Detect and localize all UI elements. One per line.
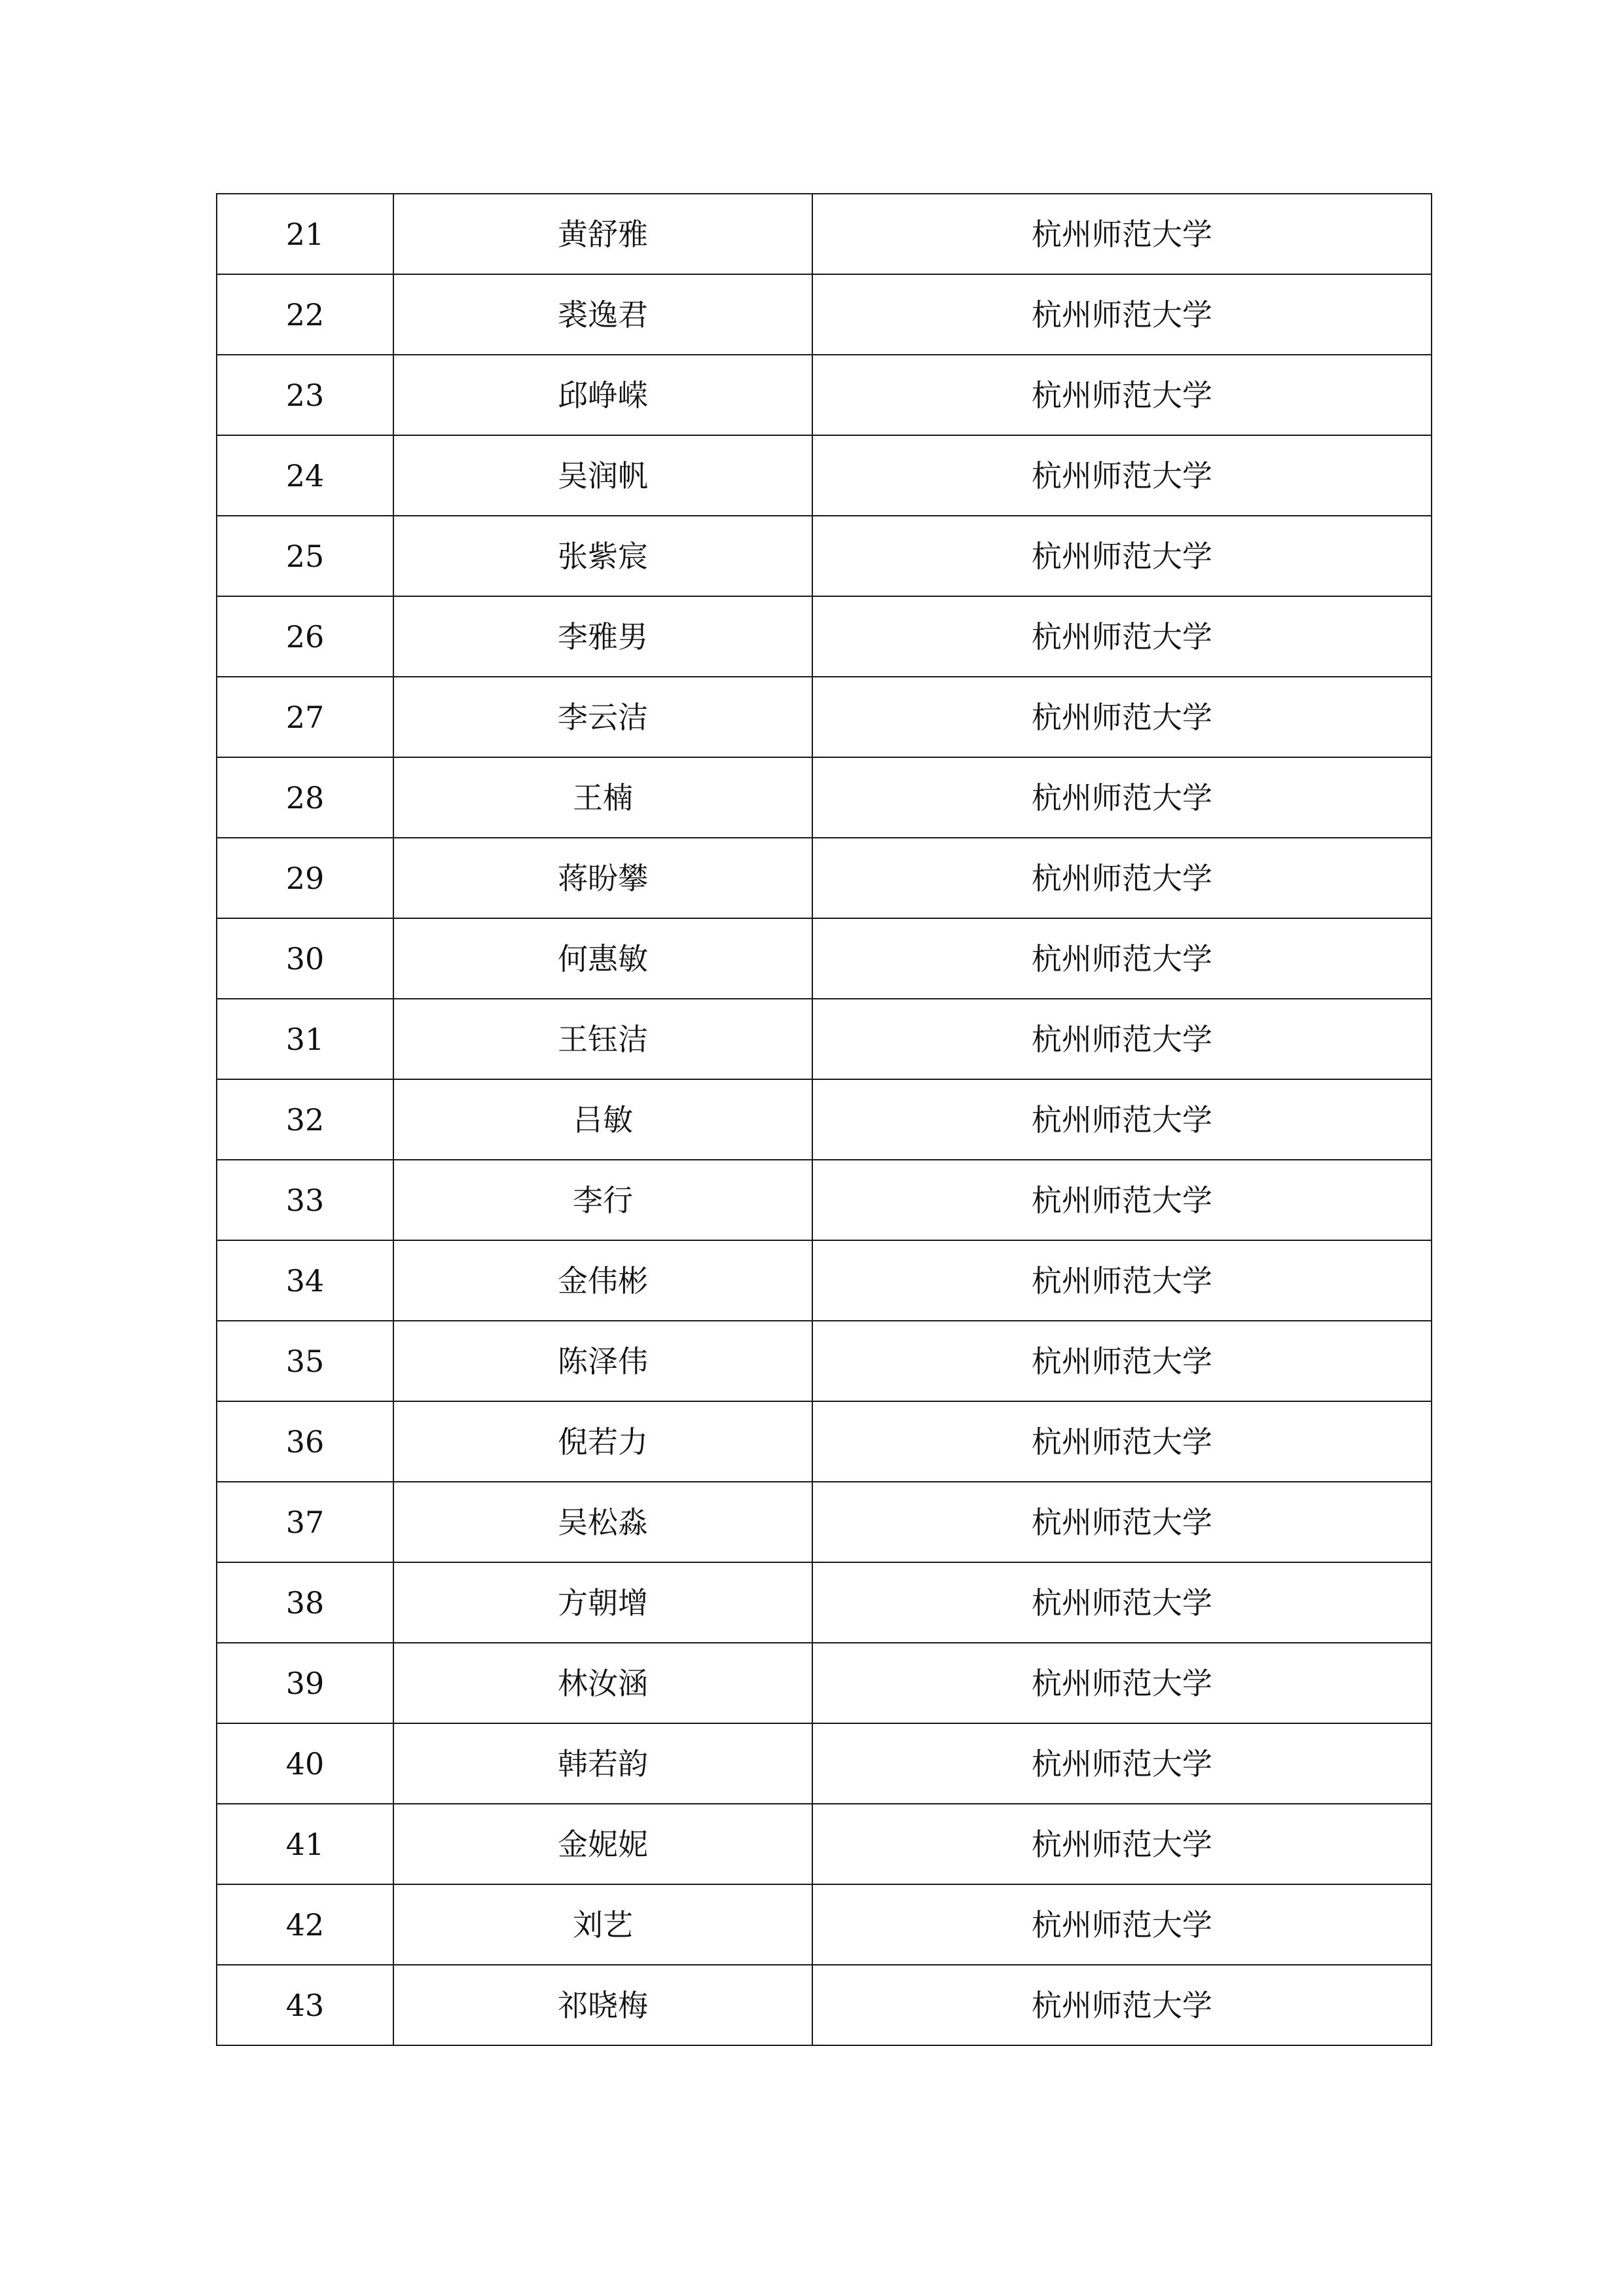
- name-cell: 邱峥嵘: [393, 355, 812, 435]
- table-row: [217, 1321, 1432, 1401]
- name-cell: 蒋盼攀: [393, 838, 812, 918]
- table-row: [217, 355, 1432, 435]
- row-number-cell: 25: [217, 516, 393, 596]
- table-row: [217, 1965, 1432, 2045]
- row-number-cell: 27: [217, 677, 393, 757]
- row-number-cell: 28: [217, 757, 393, 838]
- table-row: [217, 677, 1432, 757]
- school-cell: 杭州师范大学: [812, 596, 1432, 677]
- row-number-cell: 24: [217, 435, 393, 516]
- row-number-cell: 39: [217, 1643, 393, 1723]
- table-row: [217, 1079, 1432, 1160]
- table-row: [217, 1723, 1432, 1804]
- table-row: [217, 1482, 1432, 1562]
- school-cell: 杭州师范大学: [812, 1965, 1432, 2045]
- name-cell: 王钰洁: [393, 999, 812, 1079]
- name-cell: 方朝增: [393, 1562, 812, 1643]
- school-cell: 杭州师范大学: [812, 1482, 1432, 1562]
- row-number-cell: 23: [217, 355, 393, 435]
- school-cell: 杭州师范大学: [812, 999, 1432, 1079]
- row-number-cell: 40: [217, 1723, 393, 1804]
- school-cell: 杭州师范大学: [812, 1884, 1432, 1965]
- row-number-cell: 21: [217, 194, 393, 274]
- school-cell: 杭州师范大学: [812, 757, 1432, 838]
- school-cell: 杭州师范大学: [812, 1321, 1432, 1401]
- school-cell: 杭州师范大学: [812, 194, 1432, 274]
- name-cell: 黄舒雅: [393, 194, 812, 274]
- table-row: [217, 1160, 1432, 1240]
- school-cell: 杭州师范大学: [812, 1562, 1432, 1643]
- name-cell: 李雅男: [393, 596, 812, 677]
- roster-table: [216, 193, 1432, 2046]
- table-row: [217, 1643, 1432, 1723]
- row-number-cell: 36: [217, 1401, 393, 1482]
- row-number-cell: 31: [217, 999, 393, 1079]
- school-cell: 杭州师范大学: [812, 1160, 1432, 1240]
- school-cell: 杭州师范大学: [812, 355, 1432, 435]
- school-cell: 杭州师范大学: [812, 1401, 1432, 1482]
- table-row: [217, 1884, 1432, 1965]
- row-number-cell: 38: [217, 1562, 393, 1643]
- school-cell: 杭州师范大学: [812, 274, 1432, 355]
- name-cell: 吴松淼: [393, 1482, 812, 1562]
- name-cell: 吴润帆: [393, 435, 812, 516]
- table-row: [217, 194, 1432, 274]
- table-row: [217, 757, 1432, 838]
- row-number-cell: 43: [217, 1965, 393, 2045]
- school-cell: 杭州师范大学: [812, 918, 1432, 999]
- row-number-cell: 37: [217, 1482, 393, 1562]
- row-number-cell: 41: [217, 1804, 393, 1884]
- name-cell: 刘艺: [393, 1884, 812, 1965]
- table-row: [217, 1562, 1432, 1643]
- roster-table-body: [217, 194, 1432, 2045]
- name-cell: 裘逸君: [393, 274, 812, 355]
- name-cell: 金妮妮: [393, 1804, 812, 1884]
- school-cell: 杭州师范大学: [812, 677, 1432, 757]
- row-number-cell: 29: [217, 838, 393, 918]
- table-row: [217, 838, 1432, 918]
- table-row: [217, 516, 1432, 596]
- table-row: [217, 274, 1432, 355]
- table-row: [217, 999, 1432, 1079]
- school-cell: 杭州师范大学: [812, 1804, 1432, 1884]
- row-number-cell: 22: [217, 274, 393, 355]
- row-number-cell: 34: [217, 1240, 393, 1321]
- table-row: [217, 918, 1432, 999]
- name-cell: 王楠: [393, 757, 812, 838]
- name-cell: 倪若力: [393, 1401, 812, 1482]
- name-cell: 陈泽伟: [393, 1321, 812, 1401]
- name-cell: 吕敏: [393, 1079, 812, 1160]
- school-cell: 杭州师范大学: [812, 838, 1432, 918]
- row-number-cell: 35: [217, 1321, 393, 1401]
- row-number-cell: 30: [217, 918, 393, 999]
- school-cell: 杭州师范大学: [812, 516, 1432, 596]
- name-cell: 何惠敏: [393, 918, 812, 999]
- row-number-cell: 32: [217, 1079, 393, 1160]
- name-cell: 李云洁: [393, 677, 812, 757]
- name-cell: 张紫宸: [393, 516, 812, 596]
- row-number-cell: 42: [217, 1884, 393, 1965]
- table-row: [217, 596, 1432, 677]
- name-cell: 祁晓梅: [393, 1965, 812, 2045]
- table-row: [217, 435, 1432, 516]
- school-cell: 杭州师范大学: [812, 1240, 1432, 1321]
- table-row: [217, 1240, 1432, 1321]
- row-number-cell: 26: [217, 596, 393, 677]
- school-cell: 杭州师范大学: [812, 1723, 1432, 1804]
- table-row: [217, 1804, 1432, 1884]
- name-cell: 金伟彬: [393, 1240, 812, 1321]
- school-cell: 杭州师范大学: [812, 1643, 1432, 1723]
- name-cell: 林汝涵: [393, 1643, 812, 1723]
- name-cell: 李行: [393, 1160, 812, 1240]
- school-cell: 杭州师范大学: [812, 1079, 1432, 1160]
- row-number-cell: 33: [217, 1160, 393, 1240]
- school-cell: 杭州师范大学: [812, 435, 1432, 516]
- name-cell: 韩若韵: [393, 1723, 812, 1804]
- table-row: [217, 1401, 1432, 1482]
